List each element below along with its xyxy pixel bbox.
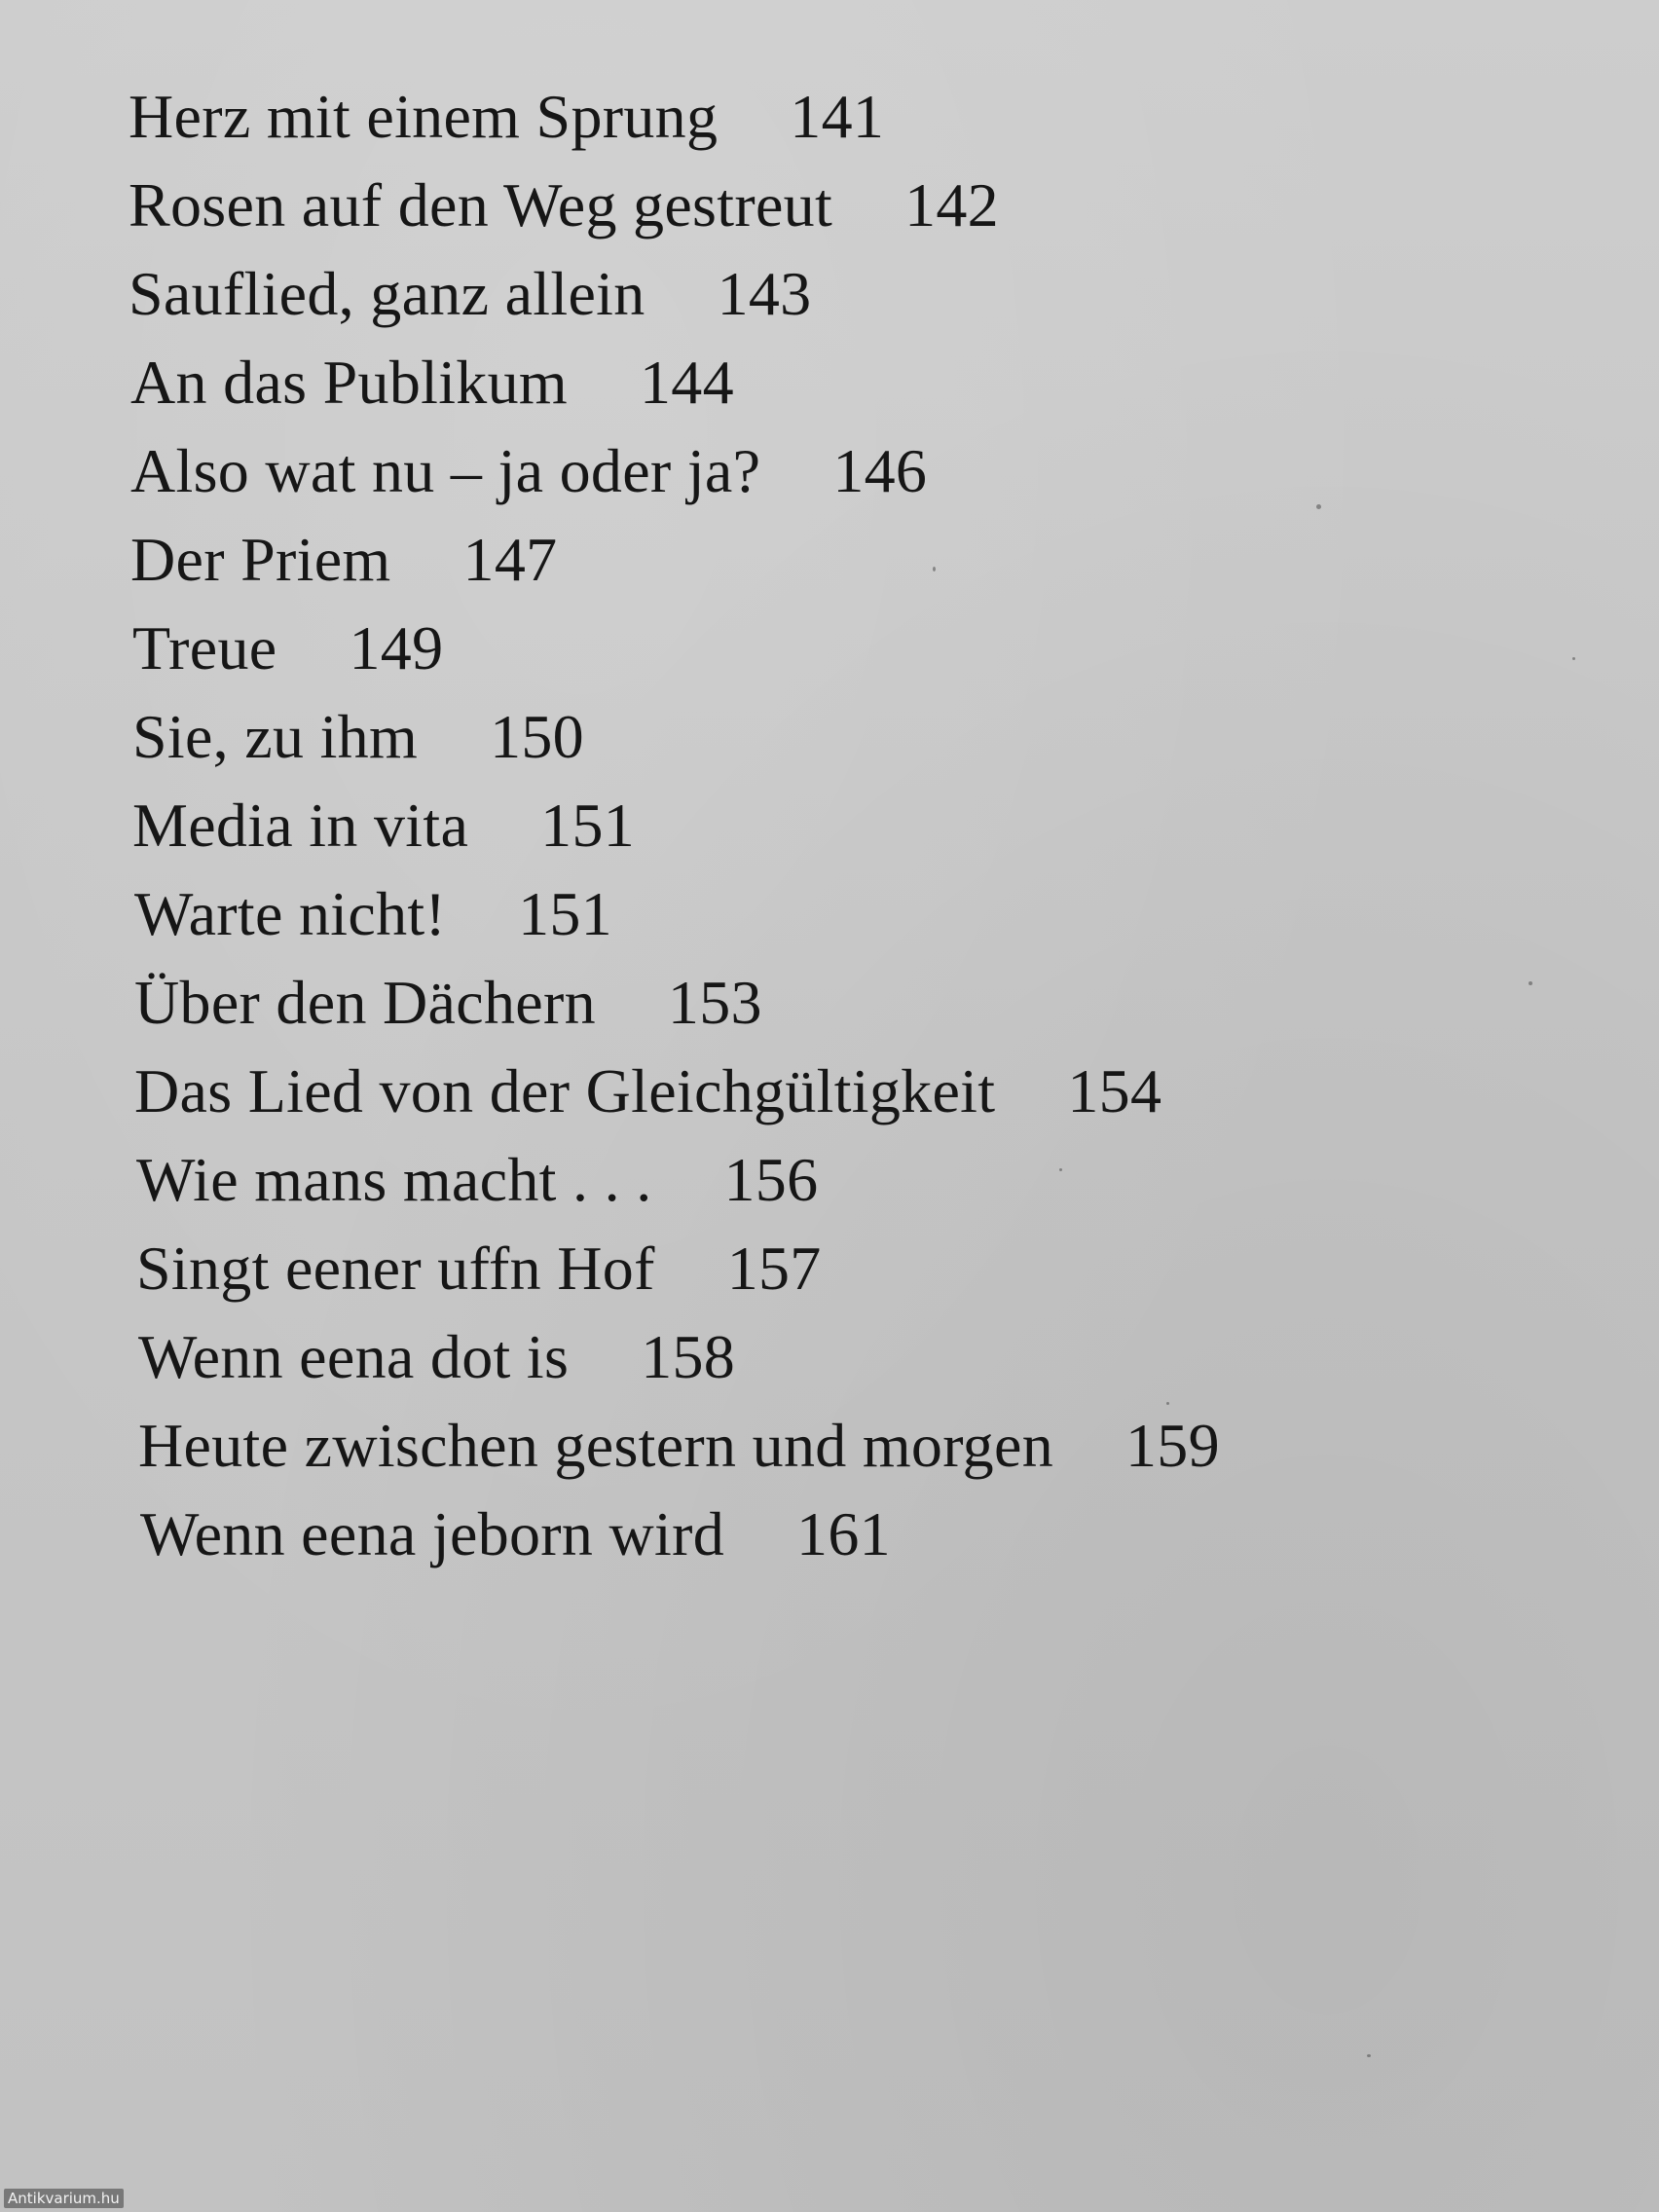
toc-entry [129, 1490, 1220, 1578]
toc-entry-title: An das Publikum [130, 348, 568, 417]
paper-speck [1529, 981, 1532, 985]
toc-entry-page-number: 144 [639, 348, 734, 417]
toc-entry-title: Treue [132, 613, 277, 682]
toc-entry-title: Sie, zu ihm [132, 702, 419, 771]
toc-entry [129, 249, 1220, 338]
toc-entry-title: Sauflied, ganz allein [129, 259, 645, 328]
toc-entry-page-number: 150 [490, 702, 584, 771]
toc-entry [129, 958, 1220, 1047]
toc-entry-title: Wenn eena jeborn wird [140, 1499, 725, 1568]
toc-entry-title: Media in vita [132, 791, 469, 860]
paper-speck [1572, 657, 1575, 660]
toc-entry-page-number: 143 [717, 259, 812, 328]
toc-entry-page-number: 156 [723, 1145, 819, 1214]
watermark: Antikvarium.hu [4, 2189, 124, 2208]
toc-entry [129, 781, 1220, 869]
toc-entry-title: Der Priem [130, 525, 391, 594]
toc-entry-page-number: 153 [667, 968, 762, 1037]
table-of-contents [129, 72, 1220, 1578]
toc-entry-page-number: 149 [349, 613, 444, 682]
toc-entry-page-number: 158 [641, 1322, 736, 1391]
toc-entry-page-number: 157 [726, 1234, 822, 1303]
toc-entry-title: Über den Dächern [134, 968, 596, 1037]
toc-entry [129, 1135, 1220, 1224]
toc-entry-title: Warte nicht! [134, 879, 447, 948]
toc-entry-title: Wenn eena dot is [138, 1322, 570, 1391]
toc-entry [129, 515, 1220, 604]
toc-entry-title: Herz mit einem Sprung [129, 82, 719, 151]
toc-entry [129, 1047, 1220, 1135]
toc-entry-title: Wie mans macht . . . [136, 1145, 652, 1214]
toc-entry [129, 1312, 1220, 1401]
toc-entry-title: Heute zwischen gestern und morgen [138, 1411, 1053, 1480]
toc-entry-page-number: 151 [518, 879, 612, 948]
toc-entry [129, 604, 1220, 692]
toc-entry-title: Singt eener uffn Hof [136, 1234, 655, 1303]
paper-speck [1367, 2054, 1371, 2057]
toc-entry [129, 338, 1220, 426]
toc-entry [129, 161, 1220, 249]
toc-entry-title: Also wat nu – ja oder ja? [130, 436, 761, 505]
toc-entry-page-number: 147 [462, 525, 558, 594]
toc-entry-page-number: 146 [832, 436, 928, 505]
toc-entry-page-number: 154 [1067, 1056, 1162, 1125]
toc-entry [129, 1224, 1220, 1312]
toc-entry-page-number: 142 [904, 170, 999, 240]
toc-entry-page-number: 159 [1125, 1411, 1220, 1480]
toc-entry-title: Rosen auf den Weg gestreut [129, 170, 833, 240]
toc-entry [129, 1401, 1220, 1490]
toc-entry-page-number: 161 [796, 1499, 891, 1568]
toc-entry [129, 692, 1220, 781]
toc-entry-page-number: 141 [790, 82, 885, 151]
toc-entry-page-number: 151 [540, 791, 636, 860]
toc-entry [129, 869, 1220, 958]
paper-speck [1316, 504, 1321, 509]
toc-entry [129, 426, 1220, 515]
toc-entry-title: Das Lied von der Gleichgültigkeit [134, 1056, 996, 1125]
toc-entry [129, 72, 1220, 161]
